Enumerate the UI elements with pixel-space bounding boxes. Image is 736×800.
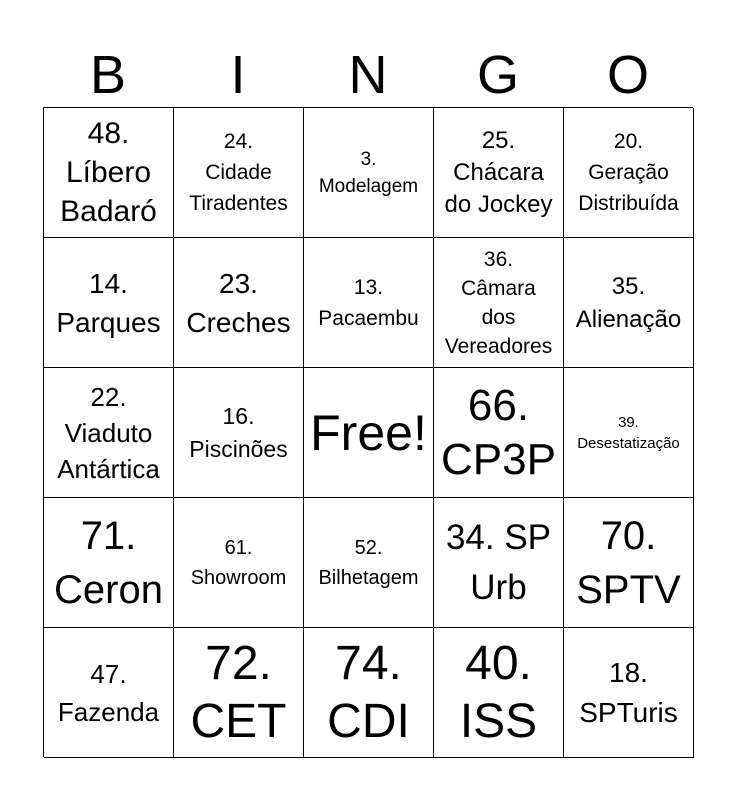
bingo-cell[interactable] bbox=[434, 498, 564, 628]
bingo-cell[interactable] bbox=[564, 238, 694, 368]
header-letter-b: B bbox=[89, 45, 127, 105]
cell-text: 35. Alienação bbox=[575, 272, 682, 333]
cell-text: 25. Chácara do Jockey bbox=[444, 126, 553, 218]
bingo-cell[interactable] bbox=[564, 108, 694, 238]
bingo-cell[interactable] bbox=[434, 368, 564, 498]
bingo-cell[interactable] bbox=[44, 238, 174, 368]
free-space-text: Free! bbox=[310, 404, 427, 461]
cell-text: 70. SPTV bbox=[576, 513, 681, 612]
cell-text: 18. SPTuris bbox=[579, 656, 678, 728]
cell-text: 39. Desestatização bbox=[577, 413, 680, 452]
bingo-cell[interactable] bbox=[564, 498, 694, 628]
bingo-cell[interactable] bbox=[174, 628, 304, 758]
cell-text: 71. Ceron bbox=[54, 513, 163, 612]
cell-text: 16. Piscinões bbox=[189, 402, 288, 462]
bingo-cell[interactable] bbox=[434, 628, 564, 758]
bingo-board bbox=[43, 107, 693, 757]
cell-text: 3. Modelagem bbox=[318, 148, 419, 197]
header-letter-i: I bbox=[230, 45, 246, 105]
bingo-cell[interactable] bbox=[44, 628, 174, 758]
free-space[interactable] bbox=[304, 368, 434, 498]
cell-text: 20. Geração Distribuída bbox=[578, 130, 679, 215]
bingo-header bbox=[43, 42, 693, 108]
bingo-cell[interactable] bbox=[304, 498, 434, 628]
bingo-cell[interactable] bbox=[174, 368, 304, 498]
header-letter-n: N bbox=[348, 45, 388, 105]
cell-text: 13. Pacaembu bbox=[318, 275, 419, 330]
cell-text: 24. Cidade Tiradentes bbox=[189, 130, 288, 215]
bingo-cell[interactable] bbox=[564, 368, 694, 498]
bingo-cell[interactable] bbox=[564, 628, 694, 758]
bingo-cell[interactable] bbox=[174, 238, 304, 368]
bingo-cell[interactable] bbox=[434, 238, 564, 368]
cell-text: 61. Showroom bbox=[190, 536, 287, 589]
cell-text: 34. SP Urb bbox=[445, 517, 552, 607]
bingo-cell[interactable] bbox=[174, 108, 304, 238]
bingo-cell[interactable] bbox=[44, 368, 174, 498]
cell-text: 22. Viaduto Antártica bbox=[57, 381, 160, 484]
bingo-cell[interactable] bbox=[304, 628, 434, 758]
bingo-cell[interactable] bbox=[44, 498, 174, 628]
cell-text: 66. CP3P bbox=[441, 380, 556, 484]
cell-text: 48. Líbero Badaró bbox=[60, 117, 157, 228]
cell-text: 74. CDI bbox=[327, 636, 410, 748]
cell-text: 36. Câmara dos Vereadores bbox=[444, 247, 553, 358]
cell-text: 47. Fazenda bbox=[57, 658, 160, 727]
bingo-cell[interactable] bbox=[304, 238, 434, 368]
bingo-cell[interactable] bbox=[434, 108, 564, 238]
cell-text: 72. CET bbox=[190, 636, 287, 748]
cell-text: 14. Parques bbox=[56, 267, 161, 338]
header-letter-g: G bbox=[476, 45, 519, 105]
header-letter-o: O bbox=[606, 45, 649, 105]
bingo-cell[interactable] bbox=[44, 108, 174, 238]
bingo-cell[interactable] bbox=[174, 498, 304, 628]
cell-text: 52. Bilhetagem bbox=[318, 536, 419, 589]
cell-text: 40. ISS bbox=[459, 636, 538, 748]
cell-text: 23. Creches bbox=[186, 267, 291, 338]
bingo-cell[interactable] bbox=[304, 108, 434, 238]
